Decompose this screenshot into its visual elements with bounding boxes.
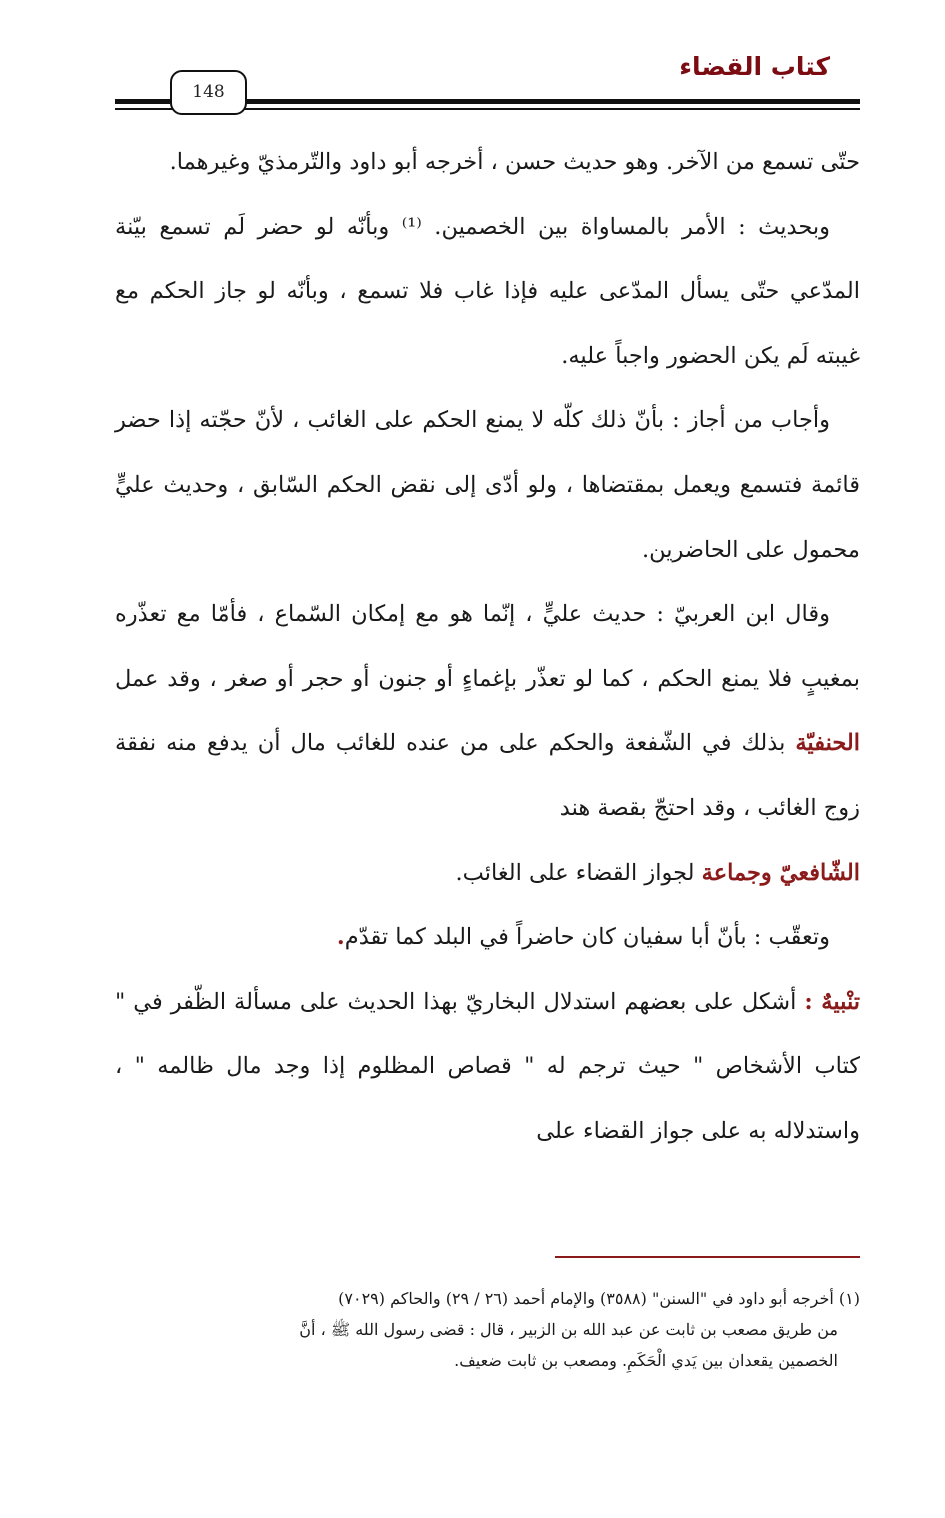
paragraph-5-dot: . [336,924,345,951]
shafii-highlight: الشّافعيّ وجماعة [701,859,860,886]
paragraph-5 [115,905,860,970]
footnotes [115,1283,860,1376]
paragraph-2 [115,195,860,389]
paragraph-4-text-before: وقال ابن العربيّ : حديث عليٍّ ، إنّما هو مع إمكان السّماع ، فأمّا مع تعذّره بمغيبٍ فلا يمنع الحكم ، كما لو تعذّر بإغماءٍ أو جنون أو حجر أو صغر ، وقد عمل [115,601,860,692]
book-title: كتاب القضاء [679,52,830,81]
paragraph-4-text-middle: بذلك في الشّفعة والحكم على من عنده للغائب مال أن يدفع منه نفقة زوج الغائب ، وقد احتجّ بقصة هند [115,730,860,821]
paragraph-6 [115,970,860,1164]
paragraph-4-text-after: لجواز القضاء على الغائب. [455,859,695,886]
footnote-line-3: الخصمين يقعدان بين يَدي الْحَكَمِ. ومصعب بن ثابت ضعيف. [454,1351,838,1370]
footnote-line-1: (١) أخرجه أبو داود في "السنن" (٣٥٨٨) والإمام أحمد (٢٦ / ٢٩) والحاكم (٧٠٢٩) [338,1289,860,1308]
paragraph-2-text: وبحديث : الأمر بالمساواة بين الخصمين. ⁽¹⁾ وبأنّه لو حضر لَم تسمع بيّنة المدّعي حتّى يسأل المدّعى عليه فإذا غاب فلا تسمع ، وبأنّه لو جاز الحكم مع غيبته لَم يكن الحضور واجباً عليه. [115,213,860,369]
paragraph-1 [115,130,860,195]
paragraph-6-text: أشكل على بعضهم استدلال البخاريّ بهذا الحديث على مسألة الظّفر في " كتاب الأشخاص " حيث ترجم له " قصاص المظلوم إذا وجد مال ظالمه " ، واستدلاله به على جواز القضاء على [115,988,860,1144]
paragraph-3 [115,388,860,582]
main-text [115,130,860,1164]
hanafiyya-highlight: الحنفيّة [795,730,860,757]
paragraph-3-text: وأجاب من أجاز : بأنّ ذلك كلّه لا يمنع الحكم على الغائب ، لأنّ حجّته إذا حضر قائمة فتسمع ويعمل بمقتضاها ، ولو أدّى إلى نقض الحكم السّابق ، وحديث عليٍّ محمول على الحاضرين. [115,407,860,563]
notice-label: تنْبيهٌ : [804,988,860,1015]
page-number: 148 [170,70,247,115]
paragraph-5-text: وتعقّب : بأنّ أبا سفيان كان حاضراً في البلد كما تقدّم [344,924,830,951]
paragraph-4 [115,582,860,905]
footnote-line-2: من طريق مصعب بن ثابت عن عبد الله بن الزبير ، قال : قضى رسول الله ﷺ ، أنَّ [299,1320,838,1339]
footnote-separator [555,1256,860,1258]
paragraph-1-text: حتّى تسمع من الآخر. وهو حديث حسن ، أخرجه أبو داود والتّرمذيّ وغيرهما. [169,149,860,175]
